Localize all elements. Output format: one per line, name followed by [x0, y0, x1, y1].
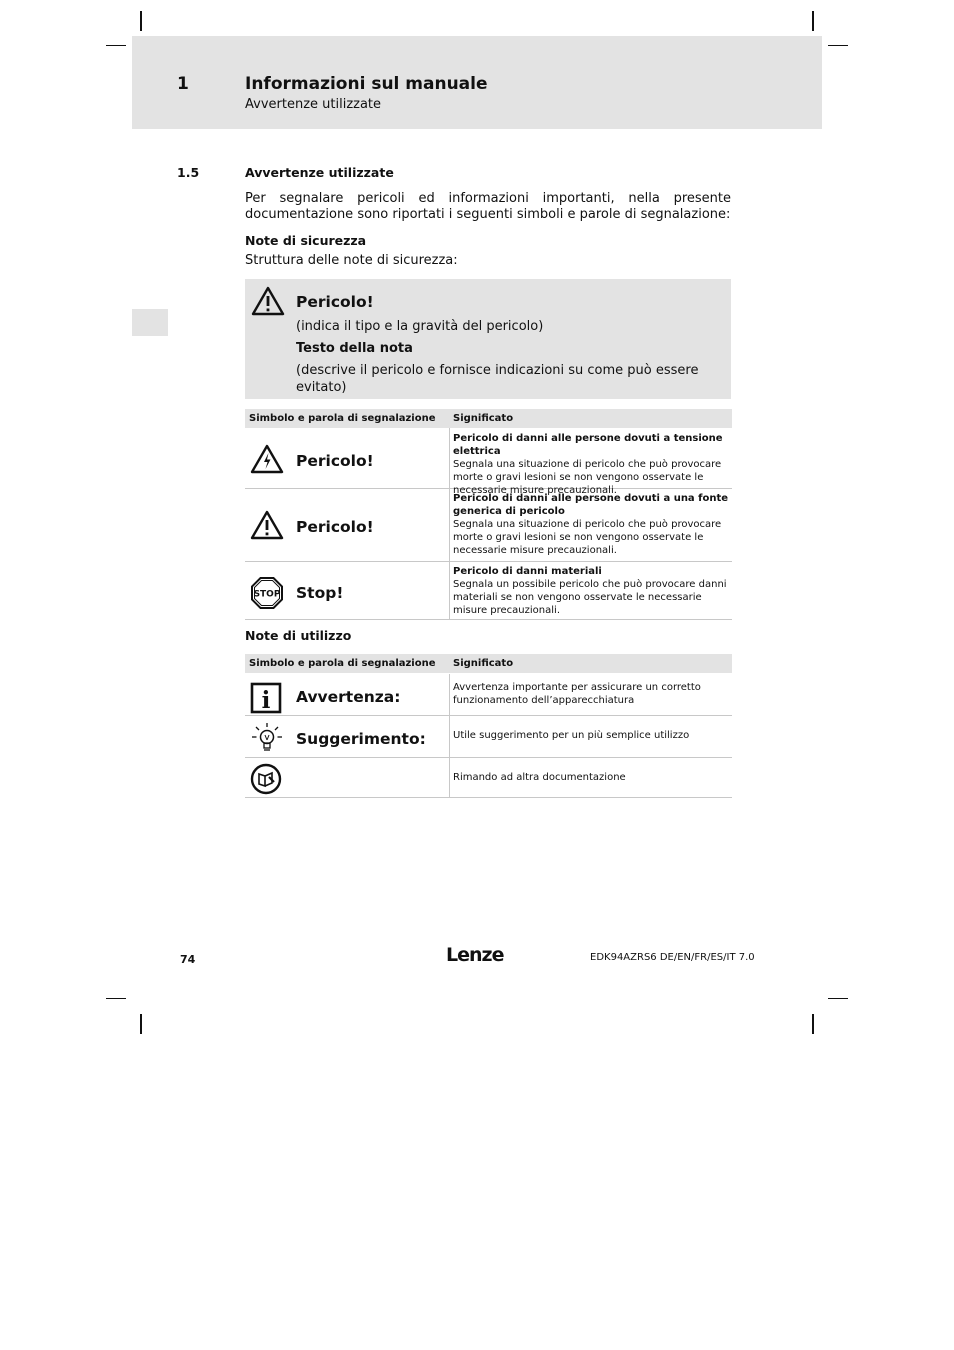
meaning-description: Segnala un possibile pericolo che può provocare danni materiali se non vengono osservate le necessarie misure precauzionali.: [453, 579, 727, 616]
note-description: (descrive il pericolo e fornisce indicazioni su come può essere evitato): [296, 363, 699, 395]
crop-mark: [812, 1014, 814, 1034]
signal-word: Avvertenza:: [296, 688, 401, 706]
signal-word: Suggerimento:: [296, 730, 426, 748]
section-title: Avvertenze utilizzate: [245, 165, 394, 180]
safety-notes-heading: Note di sicurezza: [245, 233, 367, 248]
electric-hazard-icon: [250, 444, 284, 478]
crop-mark: [828, 45, 848, 46]
warning-triangle-icon: [250, 510, 284, 544]
table-row: [245, 428, 732, 496]
crop-mark: [812, 11, 814, 31]
table-row: [245, 562, 732, 620]
page-number: 74: [180, 953, 196, 966]
meaning-text: [453, 492, 729, 557]
crop-mark: [828, 998, 848, 999]
crop-mark: [140, 11, 142, 31]
chapter-title: Informazioni sul manuale: [245, 74, 488, 94]
usage-symbols-table: [245, 654, 732, 799]
meaning-description: Segnala una situazione di pericolo che può provocare morte o gravi lesioni se non vengono osservate le necessarie misure precauzionali.: [453, 519, 722, 556]
meaning-title: Pericolo di danni materiali: [453, 566, 602, 577]
document-code: EDK94AZRS6 DE/EN/FR/ES/IT 7.0: [590, 952, 755, 963]
crop-mark: [106, 998, 126, 999]
table-header-symbol: Simbolo e parola di segnalazione: [245, 654, 452, 673]
stop-sign-icon: [250, 576, 284, 614]
meaning-text: [453, 565, 729, 617]
signal-word: Pericolo!: [296, 452, 374, 470]
table-row: [245, 716, 732, 758]
side-tab-marker: [132, 309, 168, 336]
info-icon: [250, 682, 282, 718]
signal-word: Pericolo!: [296, 518, 374, 536]
safety-symbols-table: [245, 409, 732, 621]
crop-mark: [140, 1014, 142, 1034]
safety-note-example: [245, 279, 731, 399]
table-row: [245, 758, 732, 798]
section-number: 1.5: [177, 165, 200, 180]
meaning-description: Rimando ad altra documentazione: [453, 772, 626, 783]
signal-word: Stop!: [296, 584, 344, 602]
meaning-description: Segnala una situazione di pericolo che può provocare morte o gravi lesioni se non vengono osservate le necessarie misure precauzionali.: [453, 459, 722, 496]
crop-mark: [106, 45, 126, 46]
table-header-meaning: Significato: [449, 409, 732, 428]
chapter-subtitle: Avvertenze utilizzate: [245, 97, 382, 112]
lightbulb-icon: [250, 721, 284, 759]
note-text-heading: Testo della nota: [296, 341, 413, 356]
note-signal-word: Pericolo!: [296, 293, 374, 311]
table-row: [245, 674, 732, 716]
usage-notes-heading: Note di utilizzo: [245, 628, 352, 643]
table-header-symbol: Simbolo e parola di segnalazione: [245, 409, 452, 428]
reference-book-icon: [250, 763, 282, 799]
table-header-meaning: Significato: [449, 654, 732, 673]
meaning-description: Avvertenza importante per assicurare un corretto funzionamento dell’apparecchiatura: [453, 682, 701, 706]
note-type-line: (indica il tipo e la gravità del pericolo): [296, 319, 544, 334]
warning-triangle-icon: [251, 286, 285, 320]
meaning-title: Pericolo di danni alle persone dovuti a una fonte generica di pericolo: [453, 493, 729, 517]
meaning-text: [453, 432, 729, 497]
info-icon-letter: i: [261, 687, 271, 714]
intro-paragraph: Per segnalare pericoli ed informazioni importanti, nella presente documentazione sono riportati i seguenti simboli e parole di segnalazione:: [245, 191, 731, 222]
lenze-logo: Lenze: [446, 944, 504, 966]
chapter-number: 1: [177, 74, 189, 94]
table-row: [245, 489, 732, 562]
meaning-description: Utile suggerimento per un più semplice utilizzo: [453, 730, 690, 741]
meaning-title: Pericolo di danni alle persone dovuti a tensione elettrica: [453, 433, 723, 457]
structure-label: Struttura delle note di sicurezza:: [245, 253, 458, 268]
stop-sign-label: STOP: [253, 589, 281, 600]
